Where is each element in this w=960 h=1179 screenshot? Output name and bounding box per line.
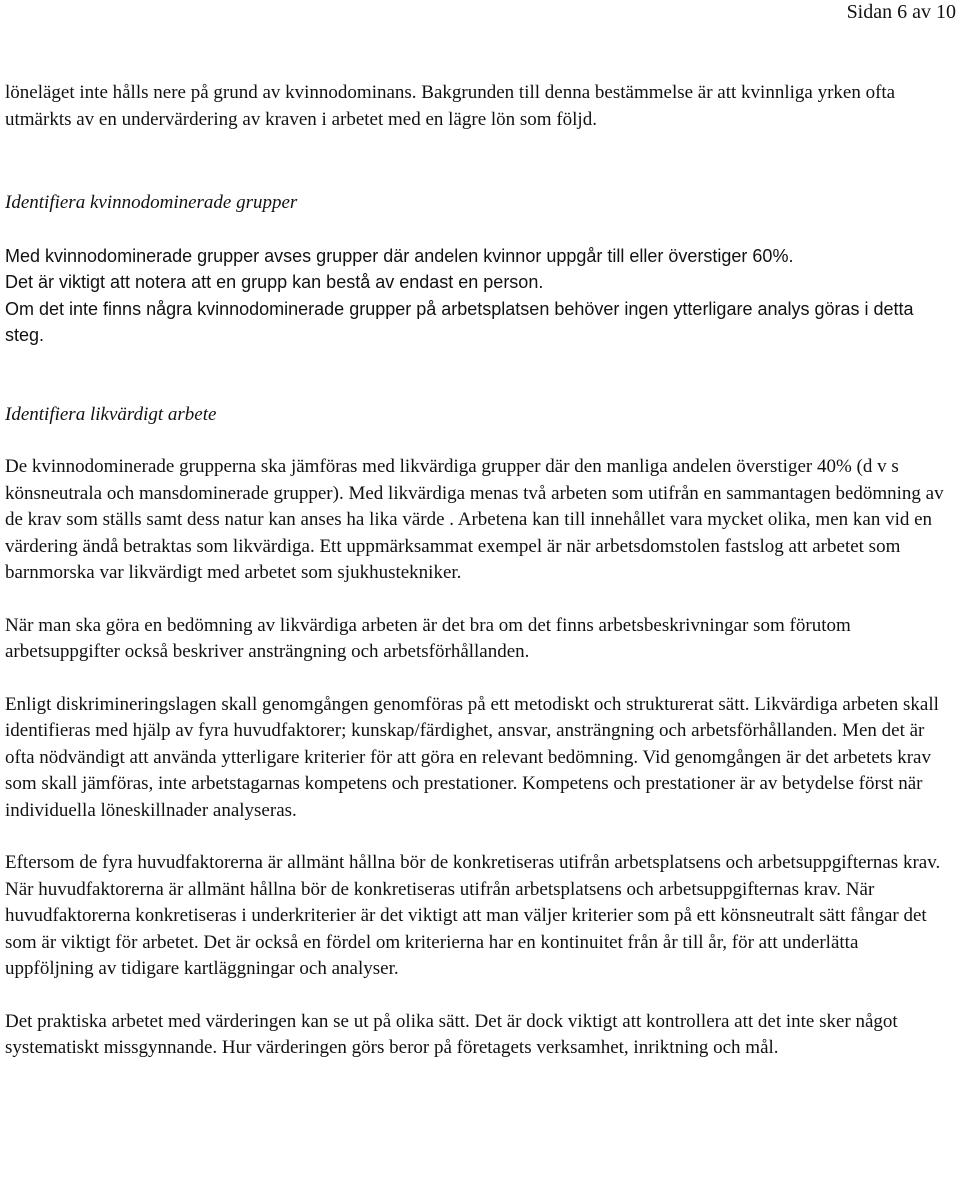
paragraph-main-factors: Eftersom de fyra huvudfaktorerna är allmänt hållna bör de konkretiseras utifrån arbetsplatsens och arbetsuppgifternas krav. När huvudfaktorerna är allmänt hållna bör de konkretiseras utifrån arbetsplatsens och arbetsuppgifternas krav. När huvudfaktorerna konkretiseras i underkriterier är det viktigt att man väljer kriterier som på ett könsneutralt sätt fångar det som är viktigt för arbetet. Det är också en fördel om kriterierna har en kontinuitet från år till år, för att underlätta uppföljning av tidigare kartläggningar och analyser. (5, 852, 941, 979)
document-body (5, 80, 950, 1062)
page-number: Sidan 6 av 10 (846, 1, 956, 23)
paragraph-discrimination-law: Enligt diskrimineringslagen skall genomgången genomföras på ett metodiskt och strukturerat sätt. Likvärdiga arbeten skall identifieras med hjälp av fyra huvudfaktorer; kunskap/färdighet, ansvar, ansträngning och arbetsförhållanden. Men det är ofta nödvändigt att använda ytterligare kriterier för att göra en relevant bedömning. Vid genomgången är det arbetets krav som skall jämföras, inte arbetstagarnas kompetens och prestationer. Kompetens och prestationer är av betydelse först när individuella löneskillnader analyseras. (5, 693, 939, 821)
section-heading-kvinnodominerade: Identifiera kvinnodominerade grupper (5, 192, 298, 213)
paragraph-no-groups: Om det inte finns några kvinnodominerade grupper på arbetsplatsen behöver ingen ytterligare analys göras i detta steg. (5, 298, 914, 345)
paragraph-definition: Med kvinnodominerade grupper avses grupper där andelen kvinnor uppgår till eller överstiger 60%. (5, 245, 794, 266)
section-heading-likvardigt-arbete: Identifiera likvärdigt arbete (5, 403, 217, 425)
paragraph-job-descriptions: När man ska göra en bedömning av likvärdiga arbeten är det bra om det finns arbetsbeskrivningar som förutom arbetsuppgifter också beskriver ansträngning och arbetsförhållanden. (5, 614, 851, 662)
intro-paragraph: löneläget inte hålls nere på grund av kvinnodominans. Bakgrunden till denna bestämmelse är att kvinnliga yrken ofta utmärkts av en undervärdering av kraven i arbetet med en lägre lön som följd. (5, 82, 896, 130)
paragraph-practical-work: Det praktiska arbetet med värderingen kan se ut på olika sätt. Det är dock viktigt att kontrollera att det inte sker något systematiskt missgynnande. Hur värderingen görs beror på företagets verksamhet, inriktning och mål. (5, 1010, 898, 1058)
paragraph-comparison: De kvinnodominerade grupperna ska jämföras med likvärdiga grupper där den manliga andelen överstiger 40% (d v s könsneutrala och mansdominerade grupper). Med likvärdiga menas två arbeten som utifrån en sammantagen bedömning av de krav som ställs samt dess natur kan anses ha lika värde . Arbetena kan till innehållet vara mycket olika, men kan vid en värdering ändå betraktas som likvärdiga. Ett uppmärksammat exempel är när arbetsdomstolen fastslog att arbetet som barnmorska var likvärdigt med arbetet som sjukhustekniker. (5, 456, 944, 583)
paragraph-single-person-group: Det är viktigt att notera att en grupp kan bestå av endast en person. (5, 272, 544, 292)
